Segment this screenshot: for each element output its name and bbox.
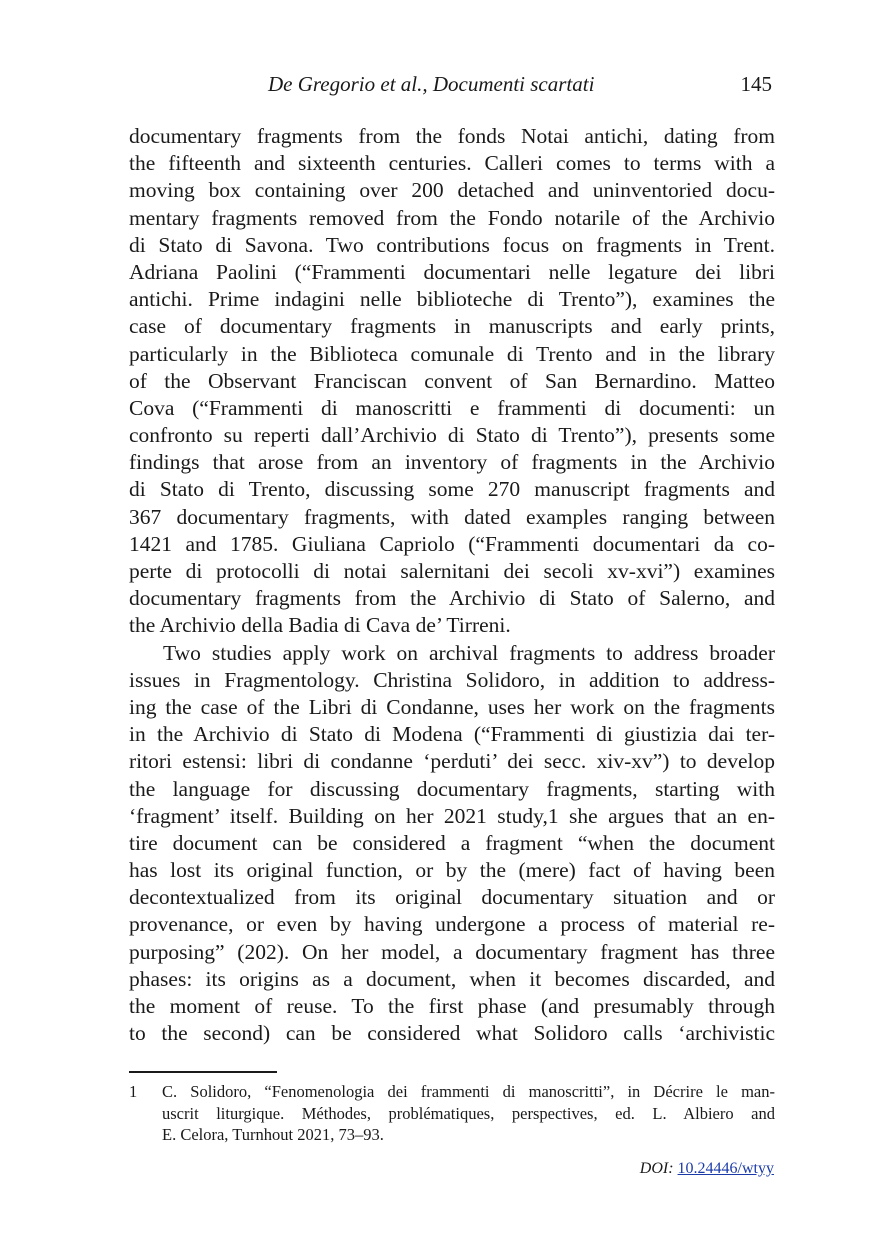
text-line: antichi. Prime indagini nelle biblioteche di Trento”), examines the <box>129 287 775 312</box>
footnote-line: uscrit liturgique. Méthodes, problématiques, perspectives, ed. L. Albiero and <box>162 1103 775 1123</box>
footnote-line: C. Solidoro, “Fenomenologia dei frammenti di manoscritti”, in Décrire le man- <box>162 1082 775 1101</box>
text-line: di Stato di Trento, discussing some 270 manuscript fragments and <box>129 477 775 502</box>
text-line: 367 documentary fragments, with dated examples ranging between <box>129 504 775 529</box>
text-line: decontextualized from its original documentary situation and or <box>129 885 775 910</box>
doi-footer <box>640 1160 774 1178</box>
text-line: Cova (“Frammenti di manoscritti e frammenti di documenti: un <box>129 395 775 420</box>
text-line: provenance, or even by having undergone a process of material re- <box>129 912 775 937</box>
text-line: case of documentary fragments in manuscripts and early prints, <box>129 314 775 339</box>
text-line: particularly in the Biblioteca comunale di Trento and in the library <box>129 341 775 366</box>
text-line: mentary fragments removed from the Fondo notarile of the Archivio <box>129 205 775 230</box>
text-line: moving box containing over 200 detached and uninventoried docu- <box>129 178 775 203</box>
text-line: phases: its origins as a document, when it becomes discarded, and <box>129 966 775 991</box>
doi-label: DOI: <box>639 1160 674 1177</box>
running-title: De Gregorio et al., Documenti scartati <box>268 72 595 96</box>
running-header <box>0 72 874 102</box>
footnote-rule <box>129 1071 277 1073</box>
doi-link[interactable]: 10.24446/wtyy <box>677 1160 774 1177</box>
footnote-line: E. Celora, Turnhout 2021, 73–93. <box>162 1125 384 1144</box>
body-text <box>129 123 775 1047</box>
text-line: ing the case of the Libri di Condanne, uses her work on the fragments <box>129 694 775 719</box>
text-line: to the second) can be considered what Solidoro calls ‘archivistic <box>129 1021 775 1046</box>
footnote <box>129 1081 775 1146</box>
text-line: documentary fragments from the fonds Notai antichi, dating from <box>129 124 775 148</box>
footnote-number: 1 <box>129 1082 138 1101</box>
text-line: of the Observant Franciscan convent of San Bernardino. Matteo <box>129 368 775 393</box>
page-number: 145 <box>740 72 772 96</box>
text-line: documentary fragments from the Archivio di Stato of Salerno, and <box>129 586 775 611</box>
text-line: tire document can be considered a fragment “when the document <box>129 830 775 855</box>
text-line: the Archivio della Badia di Cava de’ Tirreni. <box>129 613 511 638</box>
text-line: the fifteenth and sixteenth centuries. Calleri comes to terms with a <box>129 151 775 176</box>
text-line: purposing” (202). On her model, a documentary fragment has three <box>129 939 775 964</box>
text-line: has lost its original function, or by the (mere) fact of having been <box>129 858 775 883</box>
text-line: issues in Fragmentology. Christina Solidoro, in addition to address- <box>129 667 775 692</box>
text-line: Adriana Paolini (“Frammenti documentari nelle legature dei libri <box>129 259 775 284</box>
text-line: ‘fragment’ itself. Building on her 2021 study,1 she argues that an en- <box>129 803 775 828</box>
text-line: 1421 and 1785. Giuliana Capriolo (“Frammenti documentari da co- <box>129 531 775 556</box>
text-line: the language for discussing documentary fragments, starting with <box>129 776 775 801</box>
text-line: in the Archivio di Stato di Modena (“Frammenti di giustizia dai ter- <box>129 722 775 747</box>
text-line: the moment of reuse. To the first phase (and presumably through <box>129 994 775 1018</box>
text-line: confronto su reperti dall’Archivio di Stato di Trento”), presents some <box>129 423 775 448</box>
text-line: Two studies apply work on archival fragments to address broader <box>163 640 775 665</box>
text-line: di Stato di Savona. Two contributions focus on fragments in Trent. <box>129 232 775 257</box>
text-line: perte di protocolli di notai salernitani dei secoli xv-xvi”) examines <box>129 559 775 583</box>
text-line: ritori estensi: libri di condanne ‘perduti’ dei secc. xiv-xv”) to develop <box>129 749 775 774</box>
text-line: findings that arose from an inventory of fragments in the Archivio <box>129 450 775 475</box>
